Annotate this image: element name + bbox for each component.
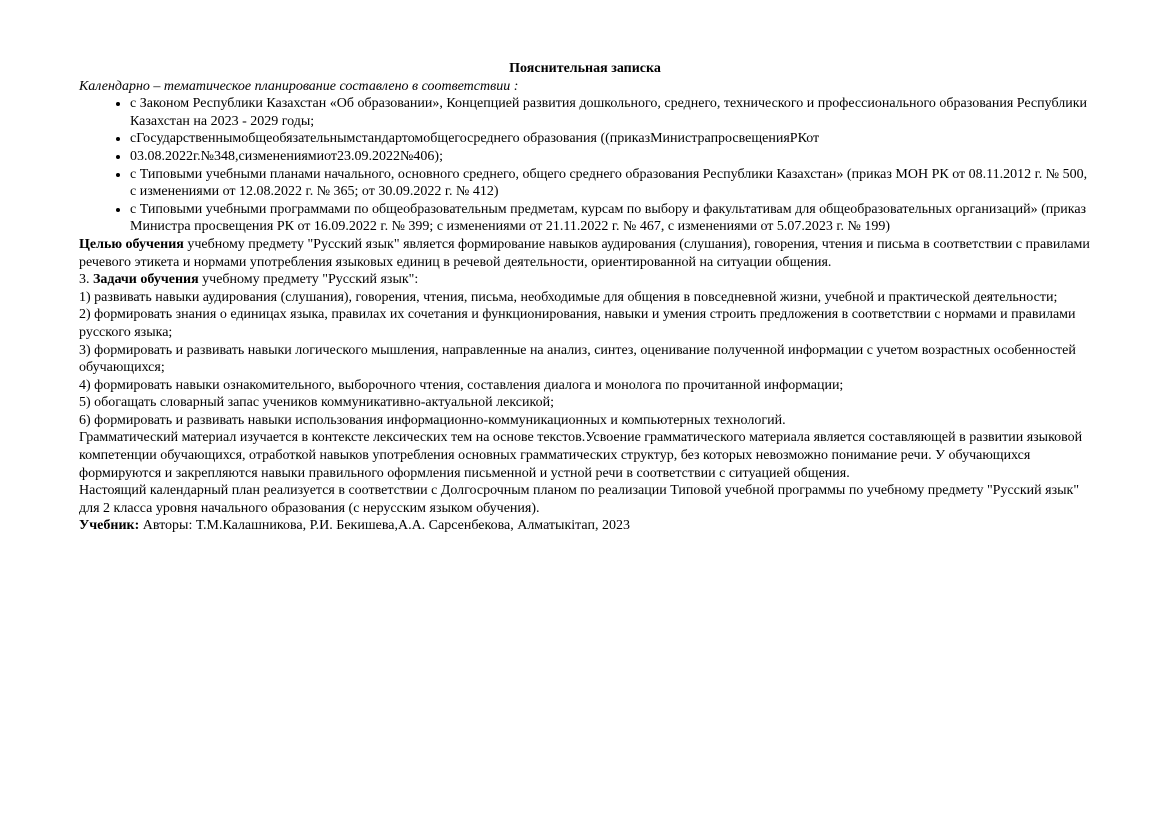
reference-item: • сГосударственнымобщеобязательнымстандартомобщегосреднего образования ((приказМинистрапросвещенияРКот — [130, 130, 1091, 148]
plan-paragraph: Настоящий календарный план реализуется в соответствии с Долгосрочным планом по реализации Типовой учебной программы по учебному предмету "Русский язык" для 2 класса уровня начального образования (с нерусским языком обучения). — [79, 483, 1080, 516]
tasks-heading-number: 3. — [79, 272, 93, 288]
reference-item: • 03.08.2022г.№348,сизменениямиот23.09.2022№406); — [130, 148, 1091, 166]
goal-paragraph — [79, 236, 1091, 271]
reference-item: • с Типовыми учебными планами начального, основного среднего, общего среднего образования Республики Казахстан» (приказ МОН РК от 08.11.2012 г. № 500, с изменениями от 12.08.2022 г. № 365; от 30.09.2022 г. № 412) — [130, 166, 1091, 201]
task-item: 1) развивать навыки аудирования (слушания), говорения, чтения, письма, необходимые для общения в повседневной жизни, учебной и практической деятельности; — [79, 289, 1058, 305]
tasks-heading-label: Задачи обучения — [93, 272, 199, 288]
grammar-paragraph: Грамматический материал изучается в контексте лексических тем на основе текстов.Усвоение грамматического материала является составляющей в развитии языковой компетенции обучающихся, отработкой навыков употребления основных грамматических структур, без которых невозможно понимание речи. У обучающихся формируются и закрепляются навыки правильного оформления письменной и устной речи в соответствии с ситуацией общения. — [79, 430, 1083, 481]
textbook-text: Авторы: Т.М.Калашникова, Р.И. Бекишева,А.А. Сарсенбекова, Алматыкітап, 2023 — [139, 518, 630, 534]
goal-text: учебному предмету "Русский язык" является формирование навыков аудирования (слушания), говорения, чтения и письма в соответствии с правилами речевого этикета и нормами употребления языковых единиц в речевой деятельности, ориентированной на ситуации общения. — [79, 236, 1090, 270]
subtitle: Календарно – тематическое планирование составлено в соответствии : — [79, 78, 519, 94]
references-list — [79, 95, 1091, 236]
task-item: 4) формировать навыки ознакомительного, выборочного чтения, составления диалога и монолога по прочитанной информации; — [79, 377, 844, 393]
tasks-heading-text: учебному предмету "Русский язык": — [198, 272, 419, 288]
task-item: 6) формировать и развивать навыки использования информационно-коммуникационных и компьютерных технологий. — [79, 412, 786, 428]
goal-label: Целью обучения — [79, 236, 184, 252]
reference-item: • с Законом Республики Казахстан «Об образовании», Концепцией развития дошкольного, среднего, технического и профессионального образования Республики Казахстан на 2023 - 2029 годы; — [130, 95, 1091, 130]
reference-item: • с Типовыми учебными программами по общеобразовательным предметам, курсам по выбору и факультативам для общеобразовательных организаций» (приказ Министра просвещения РК от 16.09.2022 г. № 399; с изменениями от 21.11.2022 г. № 467, с изменениями от 5.07.2023 г. № 199) — [130, 201, 1091, 236]
page-title: Пояснительная записка — [509, 61, 661, 76]
textbook-line — [79, 517, 1091, 535]
tasks-heading — [79, 271, 1091, 289]
task-item: 5) обогащать словарный запас учеников коммуникативно-актуальной лексикой; — [79, 395, 554, 411]
textbook-label: Учебник: — [79, 518, 140, 534]
task-item: 3) формировать и развивать навыки логического мышления, направленные на анализ, синтез, оценивание полученной информации с учетом возрастных особенностей обучающихся; — [79, 342, 1076, 376]
task-item: 2) формировать знания о единицах языка, правилах их сочетания и функционирования, навыки и умения строить предложения в соответствии с нормами и правилами русского языка; — [79, 307, 1076, 340]
